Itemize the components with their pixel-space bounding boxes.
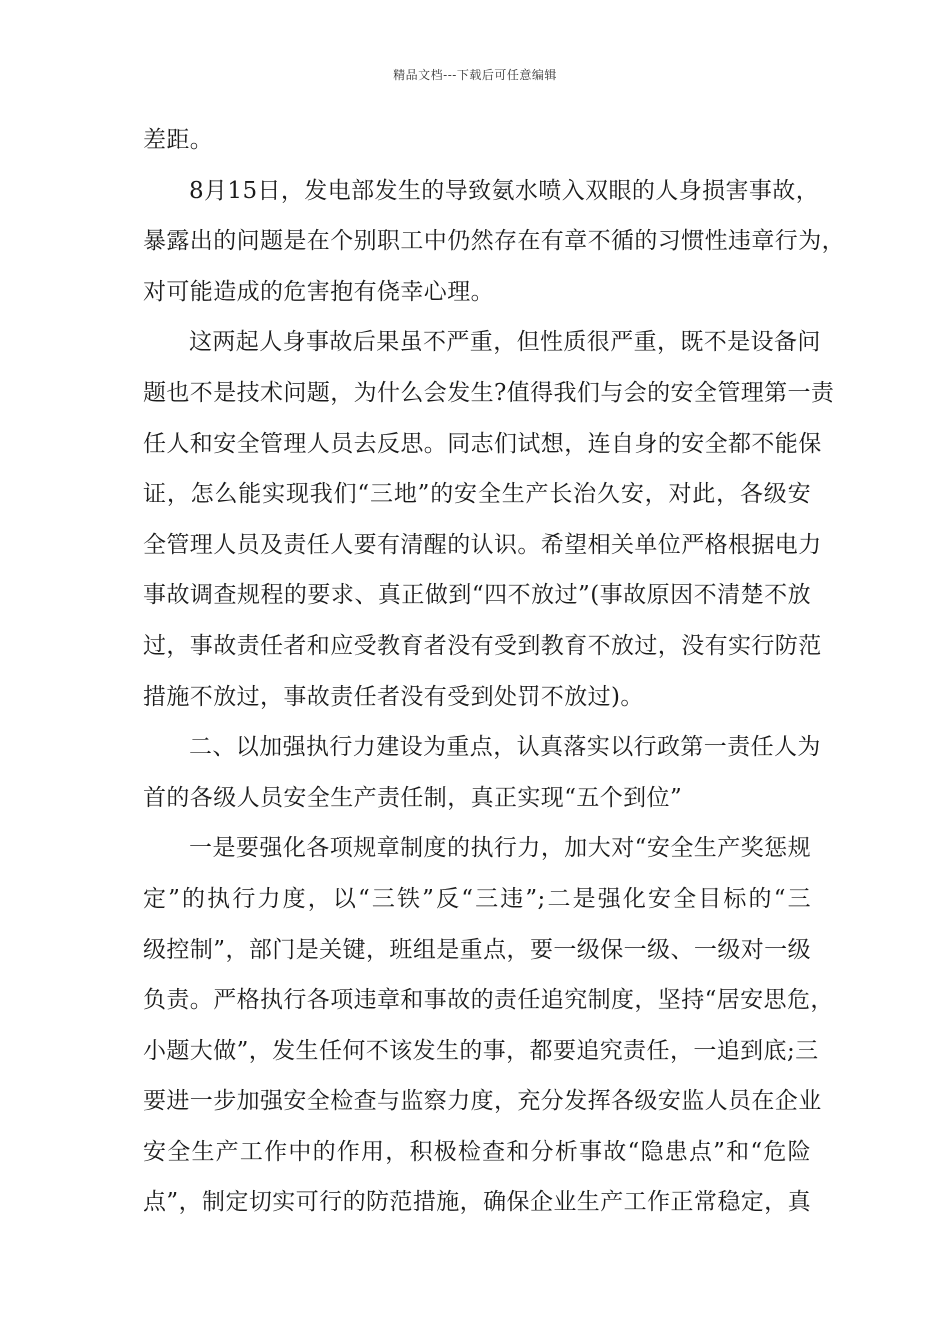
text-line: 一是要强化各项规章制度的执行力，加大对“安全生产奖惩规 xyxy=(189,835,811,862)
text-line: 安全生产工作中的作用，积极检查和分析事故“隐患点”和“危险 xyxy=(143,1138,811,1165)
text-line: 任人和安全管理人员去反思。同志们试想，连自身的安全都不能保 xyxy=(143,430,822,457)
text-line: 首的各级人员安全生产责任制，真正实现“五个到位” xyxy=(143,784,683,811)
text-line: 事故调查规程的要求、真正做到“四不放过”(事故原因不清楚不放 xyxy=(143,582,811,609)
text-line: 定”的执行力度，以“三铁”反“三违”;二是强化安全目标的“三 xyxy=(143,885,811,912)
text-line: 题也不是技术问题，为什么会发生?值得我们与会的安全管理第一责 xyxy=(143,379,835,406)
text-line: 负责。严格执行各项违章和事故的责任追究制度，坚持“居安思危， xyxy=(143,987,834,1014)
text-line: 暴露出的问题是在个别职工中仍然存在有章不循的习惯性违章行为， xyxy=(143,228,845,255)
text-line: 点”，制定切实可行的防范措施，确保企业生产工作正常稳定，真 xyxy=(143,1189,811,1216)
text-line: 级控制”，部门是关键，班组是重点，要一级保一级、一级对一级 xyxy=(143,936,811,963)
text-line: 这两起人身事故后果虽不严重，但性质很严重，既不是设备问 xyxy=(189,329,821,356)
text-line: 全管理人员及责任人要有清醒的认识。希望相关单位严格根据电力 xyxy=(143,531,822,558)
document-body xyxy=(143,126,845,1239)
text-line: 证，怎么能实现我们“三地”的安全生产长治久安，对此，各级安 xyxy=(143,481,811,508)
page-header: 精品文档---下载后可任意编辑 xyxy=(393,68,557,82)
text-line: 措施不放过，事故责任者没有受到处罚不放过)。 xyxy=(143,683,644,710)
text-line: 差距。 xyxy=(143,127,214,153)
text-line: 要进一步加强安全检查与监察力度，充分发挥各级安监人员在企业 xyxy=(143,1088,822,1115)
text-line: 对可能造成的危害抱有侥幸心理。 xyxy=(143,278,494,305)
text-line: 小题大做”，发生任何不该发生的事，都要追究责任，一追到底;三 xyxy=(143,1037,819,1064)
text-line: 二、以加强执行力建设为重点，认真落实以行政第一责任人为 xyxy=(189,734,821,761)
text-line: 8月15日，发电部发生的导致氨水喷入双眼的人身损害事故， xyxy=(189,177,820,204)
text-line: 过，事故责任者和应受教育者没有受到教育不放过，没有实行防范 xyxy=(143,632,822,659)
